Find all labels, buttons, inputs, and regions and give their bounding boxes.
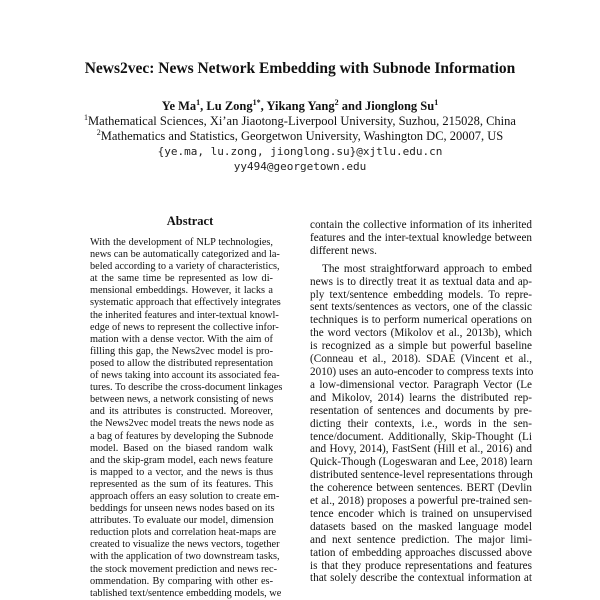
text-line: Quick-Though (Logeswaran and Lee, 2018) learn [310,456,533,469]
author-list [40,99,560,114]
author-separator: , [260,99,264,113]
text-line: resentation of sentences and documents by pre- [310,404,532,417]
text-line: dicting their contexts, i.e., words in the sen- [310,417,532,430]
affiliation-mark: 2 [96,127,101,137]
author-affil-mark: 2 [334,97,339,107]
text-line: distributed sentence-level representations through [310,469,533,482]
text-line: and the skip-gram model, each news feature [90,454,273,466]
text-line: model. Based on the biased random walk [90,442,273,454]
text-line: contain the collective information of its inherited [310,219,532,231]
text-line: beled according to a variety of characteristics, [90,261,280,273]
affiliation-text: Mathematics and Statistics, Georgetwon University, Washington DC, 20007, US [100,129,504,143]
text-line: different news. [310,244,377,257]
abstract-body [90,237,283,600]
text-line: and Mikolov, 2014) learns the distributed rep- [310,391,532,404]
body-paragraph-1 [310,219,532,258]
text-line: filling this gap, the News2vec model is pro- [90,345,273,357]
affiliation-2 [40,129,560,144]
text-line: systematic approach that effectively integrates [90,297,281,309]
text-line: attributes. To evaluate our model, dimension [90,515,274,527]
text-line: tence/document. Additionally, Skip-Thought (Li [310,430,532,443]
affiliation-text: Mathematical Sciences, Xi’an Jiaotong-Liverpool University, Suzhou, 215028, China [88,114,516,128]
author-name: Yikang Yang [266,99,335,113]
text-line: posed to allow the distributed representation [90,357,273,369]
text-line: (Conneau et al., 2018). SDAE (Vincent et al., [310,353,532,366]
text-line: the stock movement prediction and news rec- [90,563,277,575]
text-line: datasets based on the masked language model [310,520,532,533]
text-line: at the same time be represented as low di- [90,273,273,285]
text-line: and its attributes is constructed. Moreover, [90,406,273,418]
text-line: mation with a dense vector. With the aim of [90,333,273,345]
body-column-right [310,219,532,585]
text-line: techniques is to perform numerical operations on [310,314,532,327]
text-line: and next sentence prediction. The major limi- [310,533,532,546]
author-affil-mark: 1* [252,97,261,107]
text-line: of news taking into account its associated fea- [90,370,280,382]
text-line: the News2vec model treats the news node as [90,418,274,430]
text-line: reduction plots and correlation heat-maps are [90,527,277,539]
text-line: the inherited features and inter-textual knowl- [90,309,279,321]
text-line: the coherence between sentences. BERT (Devlin [310,482,532,495]
text-line: that solely describe the contextual information at [310,572,532,585]
text-line: mensional embeddings. However, it lacks a [90,285,273,297]
text-line: With the development of NLP technologies, [90,237,273,248]
email-line: {ye.ma, lu.zong, jionglong.su}@xjtlu.edu.cn [157,145,443,158]
text-line: tablished text/sentence embedding models, we [90,587,282,599]
text-line: the word vectors (Mikolov et al., 2013b), which [310,327,532,340]
text-line: news can be automatically categorized and la- [90,249,280,261]
text-line: ommendation. By comparing with other es- [90,575,273,587]
text-line: ply text/sentence embedding models. To repre- [310,288,532,301]
text-line: beddings for unseen news nodes based on its [90,503,275,515]
text-line: represented as the sum of its features. This [90,478,273,490]
text-line: 2010) uses an auto-encoder to compress texts into [310,365,534,378]
text-line: tence encoder which is trained on unsupervised [310,507,532,520]
author-conjunction: and [341,99,362,113]
text-line: created to visualize the news vectors, together [90,539,280,551]
body-paragraph-2 [310,263,532,586]
text-line: between news, a network consisting of news [90,394,274,406]
text-line: edge of news to represent the collective infor- [90,321,279,333]
text-line: a bag of features by developing the Subnode [90,430,274,442]
author-separator: , [200,99,204,113]
text-line: approach offers an easy solution to create em- [90,490,280,502]
text-line: tures. To describe the cross-document linkages [90,382,283,394]
affiliation-mark: 1 [84,112,89,122]
author-name: Lu Zong [206,99,253,113]
author-affil-mark: 1 [196,97,201,107]
text-line: features and the inter-textual knowledge between [310,231,532,244]
author-affil-mark: 1 [434,97,439,107]
text-line: news is to directly treat it as textual data and ap- [310,275,532,288]
abstract-heading: Abstract [166,214,214,228]
paper-title: News2vec: News Network Embedding with Subnode Information [84,60,516,77]
affiliation-1 [40,114,560,129]
text-line: is recognized as a simple but powerful baseline [310,340,532,353]
text-line: is mapped to a vector, and the news is thus [90,466,273,478]
text-line: with the application of two downstream tasks, [90,551,280,563]
text-line: a low-dimensional vector. Paragraph Vector (Le [310,378,532,391]
author-name: Ye Ma [161,99,197,113]
text-line: et al., 2018) proposes a powerful pre-trained sen- [310,495,532,508]
text-line: is that they produce representations and features [310,559,532,572]
text-line: The most straightforward approach to embed [322,262,532,275]
author-name: Jionglong Su [365,99,435,113]
text-line: sent texts/sentences as vectors, one of the classic [310,301,532,314]
text-line: tation of embedding approaches discussed above [310,546,532,559]
text-line: and Hovy, 2014), FastSent (Hill et al., 2016) and [310,443,532,456]
email-line: yy494@georgetown.edu [233,160,367,173]
